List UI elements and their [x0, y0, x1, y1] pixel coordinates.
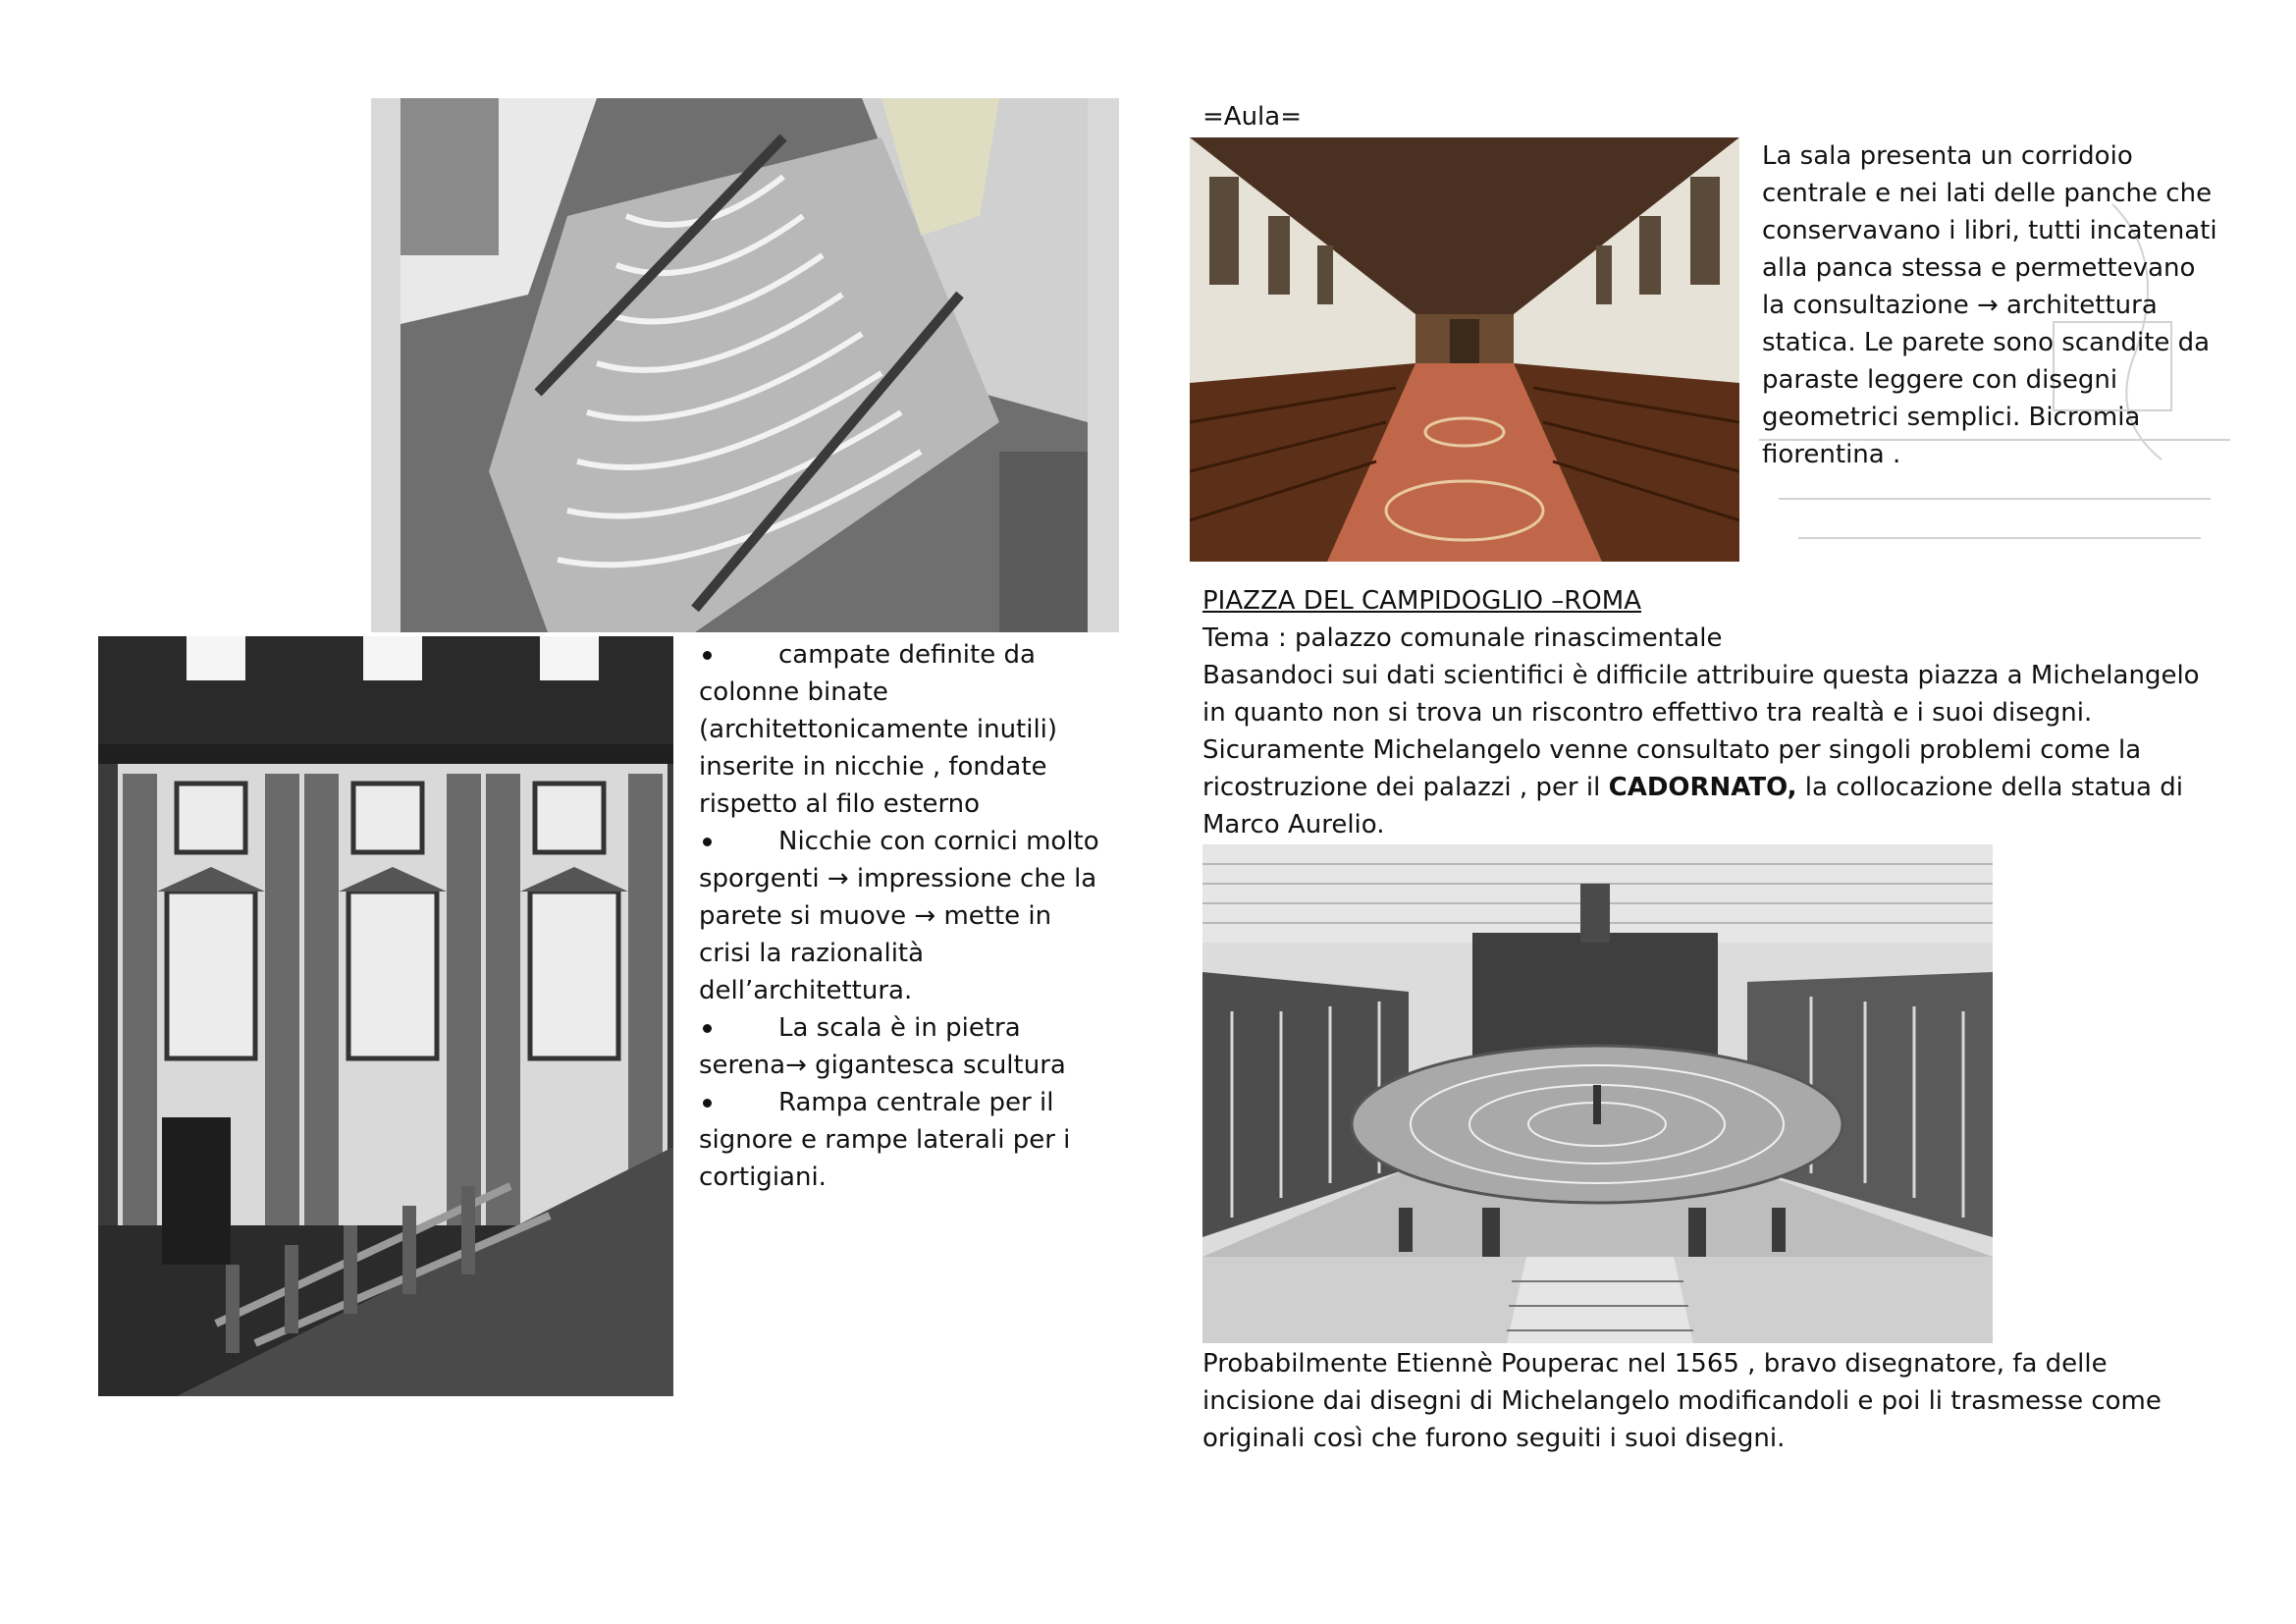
- aula-heading: =Aula=: [1202, 102, 1302, 132]
- piazza-paragraph-1: Basandoci sui dati scientifici è difficile attribuire questa piazza a Michelangelo in quanto non si trova un riscontro effettivo tra realtà e i suoi disegni.: [1202, 661, 2200, 728]
- bullet-item: Nicchie con cornici molto sporgenti → impressione che la parete si muove → mette in crisi la razionalità dell’architettura.: [699, 827, 1099, 1005]
- bullet-item: Rampa centrale per il signore e rampe laterali per i cortigiani.: [699, 1088, 1071, 1192]
- bullet-item: campate definite da colonne binate (architettonicamente inutili) inserite in nicchie , fondate rispetto al filo esterno: [699, 640, 1058, 819]
- bullet-icon: [703, 838, 712, 846]
- cadornato-bold: CADORNATO,: [1608, 773, 1797, 802]
- piazza-title: PIAZZA DEL CAMPIDOGLIO –ROMA: [1202, 586, 1641, 616]
- bullet-icon: [703, 1024, 712, 1033]
- piazza-section: [1202, 582, 2204, 843]
- bullet-icon: [703, 1099, 712, 1108]
- campidoglio-engraving: [1202, 844, 1993, 1343]
- vestibule-wall-photo: [98, 636, 673, 1396]
- features-bullet-list: [699, 636, 1111, 1196]
- staircase-aerial-photo: [371, 98, 1119, 632]
- engraving-caption: Probabilmente Etiennè Pouperac nel 1565 , bravo disegnatore, fa delle incisione dai disegni di Michelangelo modificandoli e poi li trasmesse come originali così che furono seguiti i suoi disegni.: [1202, 1349, 2162, 1453]
- piazza-paragraph-2: Sicuramente Michelangelo venne consultato per singoli problemi come la ricostruzione dei palazzi , per il CADORNATO, la collocazione della statua di Marco Aurelio.: [1202, 735, 2183, 839]
- bullet-item: La scala è in pietra serena→ gigantesca scultura: [699, 1013, 1066, 1080]
- library-hall-photo: [1190, 137, 1739, 562]
- aula-description: La sala presenta un corridoio centrale e nei lati delle panche che conservavano i libri, tutti incatenati alla panca stessa e permettevano la consultazione → architettura statica. Le parete sono scandite da paraste leggere con disegni geometrici semplici. Bicromia fiorentina .: [1762, 141, 2217, 469]
- bullet-icon: [703, 651, 712, 660]
- piazza-tema: Tema : palazzo comunale rinascimentale: [1202, 623, 1723, 653]
